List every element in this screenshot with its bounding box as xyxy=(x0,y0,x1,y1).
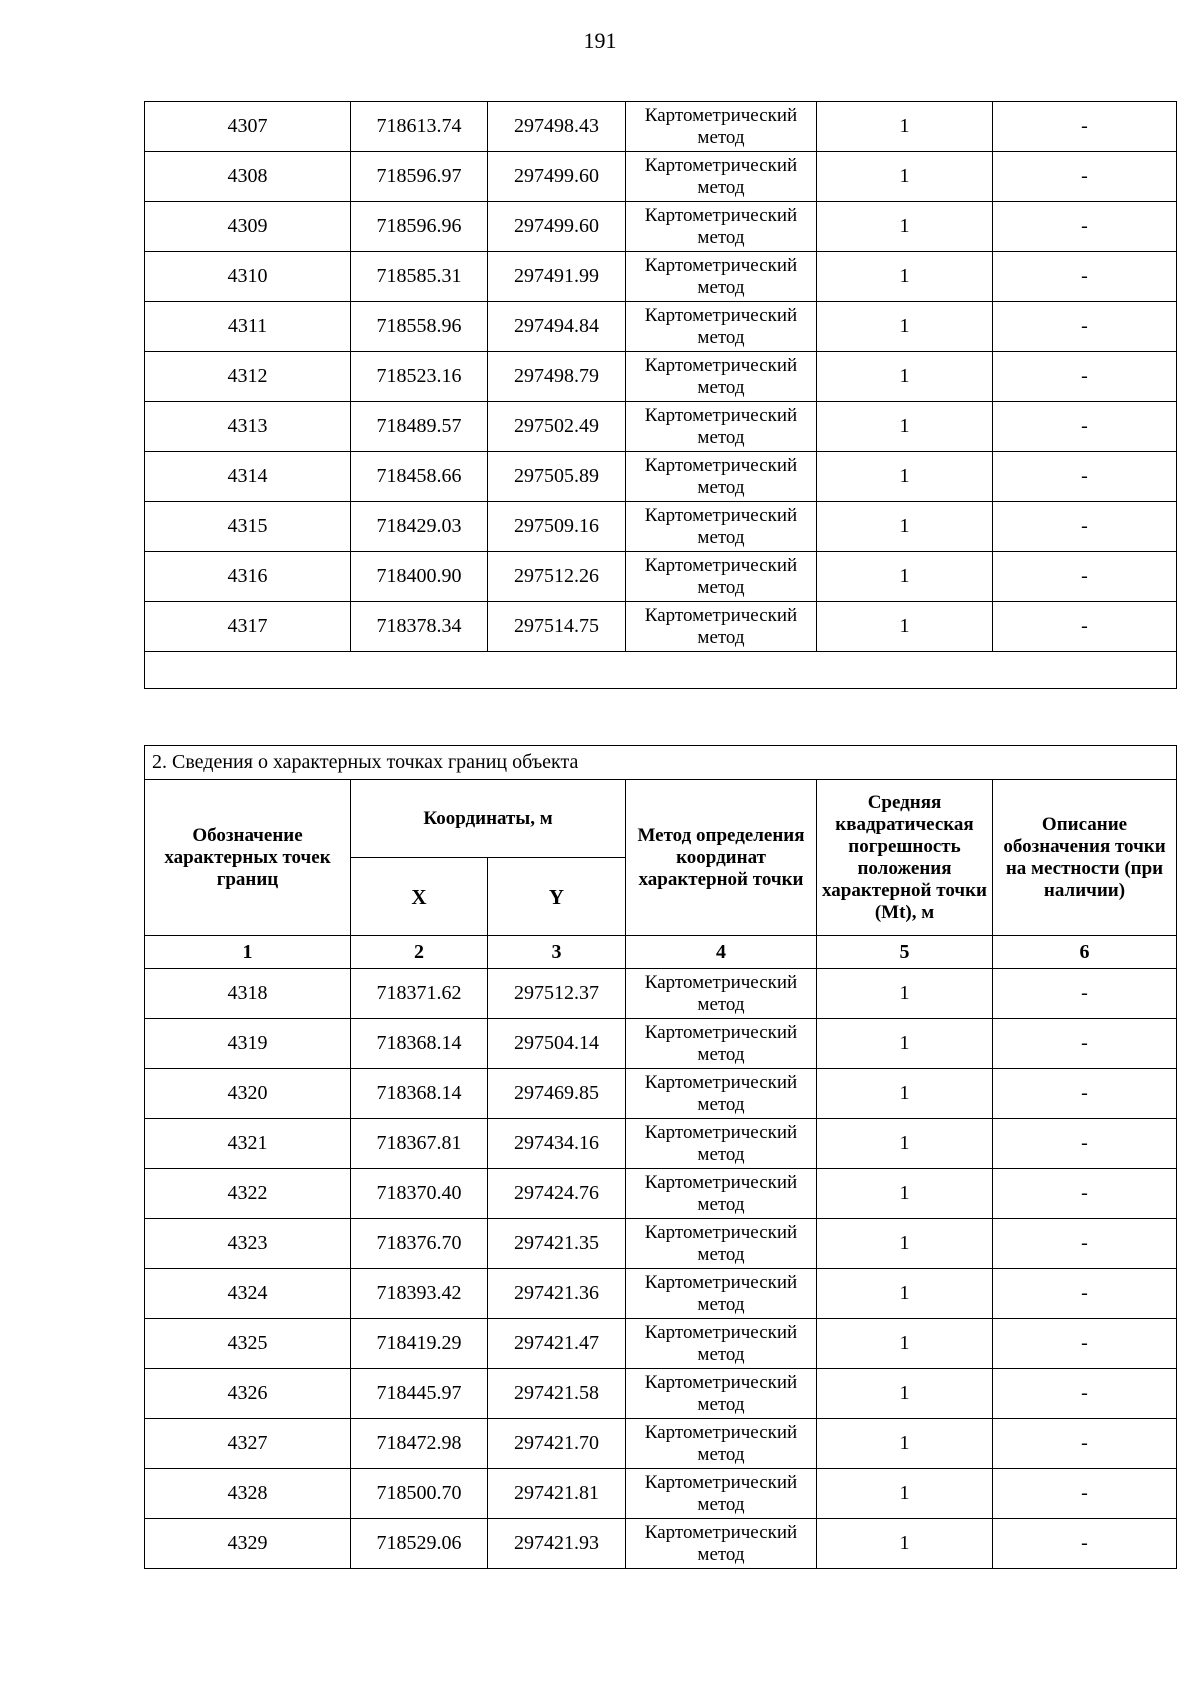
mean-error-cell: 1 xyxy=(817,1319,993,1369)
x-coordinate-cell: 718419.29 xyxy=(351,1319,488,1369)
table-row xyxy=(145,402,1177,452)
x-coordinate-cell: 718472.98 xyxy=(351,1419,488,1469)
mean-error-cell: 1 xyxy=(817,302,993,352)
y-coordinate-cell: 297502.49 xyxy=(488,402,626,452)
y-coordinate-cell: 297504.14 xyxy=(488,1019,626,1069)
method-cell: Картометрический метод xyxy=(626,202,817,252)
method-cell: Картометрический метод xyxy=(626,402,817,452)
header-method: Метод определения координат характерной точки xyxy=(626,780,817,936)
y-coordinate-cell: 297421.35 xyxy=(488,1219,626,1269)
point-id-cell: 4313 xyxy=(145,402,351,452)
header-description: Описание обозначения точки на местности (при наличии) xyxy=(993,780,1177,936)
method-cell: Картометрический метод xyxy=(626,352,817,402)
table-row xyxy=(145,1419,1177,1469)
description-cell: - xyxy=(993,202,1177,252)
table-row xyxy=(145,352,1177,402)
description-cell: - xyxy=(993,1219,1177,1269)
point-id-cell: 4310 xyxy=(145,252,351,302)
table-row xyxy=(145,152,1177,202)
table-row xyxy=(145,1469,1177,1519)
table-row xyxy=(145,252,1177,302)
table-row xyxy=(145,1019,1177,1069)
method-cell: Картометрический метод xyxy=(626,1369,817,1419)
y-coordinate-cell: 297421.58 xyxy=(488,1369,626,1419)
x-coordinate-cell: 718500.70 xyxy=(351,1469,488,1519)
x-coordinate-cell: 718400.90 xyxy=(351,552,488,602)
column-number: 6 xyxy=(993,936,1177,969)
point-id-cell: 4320 xyxy=(145,1069,351,1119)
mean-error-cell: 1 xyxy=(817,552,993,602)
point-id-cell: 4316 xyxy=(145,552,351,602)
table-row xyxy=(145,502,1177,552)
point-id-cell: 4307 xyxy=(145,102,351,152)
point-id-cell: 4329 xyxy=(145,1519,351,1569)
description-cell: - xyxy=(993,302,1177,352)
column-number: 1 xyxy=(145,936,351,969)
page-number: 191 xyxy=(583,28,617,53)
method-cell: Картометрический метод xyxy=(626,152,817,202)
description-cell: - xyxy=(993,402,1177,452)
method-cell: Картометрический метод xyxy=(626,252,817,302)
table-row xyxy=(145,1119,1177,1169)
mean-error-cell: 1 xyxy=(817,1219,993,1269)
y-coordinate-cell: 297499.60 xyxy=(488,152,626,202)
point-id-cell: 4311 xyxy=(145,302,351,352)
empty-cell xyxy=(145,652,1177,689)
y-coordinate-cell: 297509.16 xyxy=(488,502,626,552)
x-coordinate-cell: 718368.14 xyxy=(351,1069,488,1119)
y-coordinate-cell: 297512.37 xyxy=(488,969,626,1019)
y-coordinate-cell: 297491.99 xyxy=(488,252,626,302)
table-row xyxy=(145,1219,1177,1269)
x-coordinate-cell: 718429.03 xyxy=(351,502,488,552)
x-coordinate-cell: 718378.34 xyxy=(351,602,488,652)
header-coordinates: Координаты, м xyxy=(351,780,626,858)
mean-error-cell: 1 xyxy=(817,502,993,552)
mean-error-cell: 1 xyxy=(817,969,993,1019)
description-cell: - xyxy=(993,1169,1177,1219)
table-row xyxy=(145,1269,1177,1319)
x-coordinate-cell: 718376.70 xyxy=(351,1219,488,1269)
y-coordinate-cell: 297421.70 xyxy=(488,1419,626,1469)
mean-error-cell: 1 xyxy=(817,1069,993,1119)
mean-error-cell: 1 xyxy=(817,202,993,252)
x-coordinate-cell: 718596.97 xyxy=(351,152,488,202)
point-id-cell: 4325 xyxy=(145,1319,351,1369)
description-cell: - xyxy=(993,152,1177,202)
table-row xyxy=(145,552,1177,602)
mean-error-cell: 1 xyxy=(817,1419,993,1469)
x-coordinate-cell: 718613.74 xyxy=(351,102,488,152)
mean-error-cell: 1 xyxy=(817,1469,993,1519)
method-cell: Картометрический метод xyxy=(626,1019,817,1069)
table-row xyxy=(145,102,1177,152)
x-coordinate-cell: 718558.96 xyxy=(351,302,488,352)
description-cell: - xyxy=(993,252,1177,302)
table-body xyxy=(145,969,1177,1569)
x-coordinate-cell: 718445.97 xyxy=(351,1369,488,1419)
column-number: 3 xyxy=(488,936,626,969)
mean-error-cell: 1 xyxy=(817,1119,993,1169)
x-coordinate-cell: 718489.57 xyxy=(351,402,488,452)
empty-row xyxy=(145,652,1177,689)
table-row xyxy=(145,969,1177,1019)
y-coordinate-cell: 297421.93 xyxy=(488,1519,626,1569)
point-id-cell: 4328 xyxy=(145,1469,351,1519)
y-coordinate-cell: 297494.84 xyxy=(488,302,626,352)
y-coordinate-cell: 297499.60 xyxy=(488,202,626,252)
method-cell: Картометрический метод xyxy=(626,1469,817,1519)
table-row xyxy=(145,1319,1177,1369)
method-cell: Картометрический метод xyxy=(626,1419,817,1469)
method-cell: Картометрический метод xyxy=(626,552,817,602)
y-coordinate-cell: 297469.85 xyxy=(488,1069,626,1119)
method-cell: Картометрический метод xyxy=(626,969,817,1019)
header-y: Y xyxy=(488,858,626,936)
mean-error-cell: 1 xyxy=(817,152,993,202)
section-title-row xyxy=(145,746,1177,780)
description-cell: - xyxy=(993,502,1177,552)
point-id-cell: 4326 xyxy=(145,1369,351,1419)
y-coordinate-cell: 297434.16 xyxy=(488,1119,626,1169)
mean-error-cell: 1 xyxy=(817,602,993,652)
header-x: X xyxy=(351,858,488,936)
table-row xyxy=(145,202,1177,252)
mean-error-cell: 1 xyxy=(817,1019,993,1069)
mean-error-cell: 1 xyxy=(817,102,993,152)
y-coordinate-cell: 297498.79 xyxy=(488,352,626,402)
point-id-cell: 4327 xyxy=(145,1419,351,1469)
coordinates-table-continued xyxy=(144,101,1177,689)
method-cell: Картометрический метод xyxy=(626,1219,817,1269)
method-cell: Картометрический метод xyxy=(626,1119,817,1169)
header-mean-error: Средняя квадратическая погрешность положения характерной точки (Mt), м xyxy=(817,780,993,936)
description-cell: - xyxy=(993,552,1177,602)
column-number-row xyxy=(145,936,1177,969)
table-row xyxy=(145,1519,1177,1569)
description-cell: - xyxy=(993,969,1177,1019)
mean-error-cell: 1 xyxy=(817,452,993,502)
description-cell: - xyxy=(993,1269,1177,1319)
description-cell: - xyxy=(993,602,1177,652)
table-row xyxy=(145,1369,1177,1419)
x-coordinate-cell: 718367.81 xyxy=(351,1119,488,1169)
mean-error-cell: 1 xyxy=(817,1169,993,1219)
x-coordinate-cell: 718585.31 xyxy=(351,252,488,302)
point-id-cell: 4308 xyxy=(145,152,351,202)
y-coordinate-cell: 297514.75 xyxy=(488,602,626,652)
mean-error-cell: 1 xyxy=(817,1269,993,1319)
method-cell: Картометрический метод xyxy=(626,1319,817,1369)
method-cell: Картометрический метод xyxy=(626,1519,817,1569)
point-id-cell: 4309 xyxy=(145,202,351,252)
method-cell: Картометрический метод xyxy=(626,602,817,652)
y-coordinate-cell: 297505.89 xyxy=(488,452,626,502)
method-cell: Картометрический метод xyxy=(626,302,817,352)
description-cell: - xyxy=(993,1419,1177,1469)
description-cell: - xyxy=(993,1319,1177,1369)
table-row xyxy=(145,302,1177,352)
description-cell: - xyxy=(993,452,1177,502)
x-coordinate-cell: 718393.42 xyxy=(351,1269,488,1319)
description-cell: - xyxy=(993,1519,1177,1569)
y-coordinate-cell: 297421.81 xyxy=(488,1469,626,1519)
point-id-cell: 4315 xyxy=(145,502,351,552)
x-coordinate-cell: 718523.16 xyxy=(351,352,488,402)
table-row xyxy=(145,602,1177,652)
table-row xyxy=(145,1169,1177,1219)
x-coordinate-cell: 718529.06 xyxy=(351,1519,488,1569)
column-number: 2 xyxy=(351,936,488,969)
mean-error-cell: 1 xyxy=(817,1369,993,1419)
column-number: 5 xyxy=(817,936,993,969)
description-cell: - xyxy=(993,352,1177,402)
mean-error-cell: 1 xyxy=(817,402,993,452)
description-cell: - xyxy=(993,1119,1177,1169)
y-coordinate-cell: 297421.36 xyxy=(488,1269,626,1319)
header-point-designation: Обозначение характерных точек границ xyxy=(145,780,351,936)
method-cell: Картометрический метод xyxy=(626,1169,817,1219)
y-coordinate-cell: 297512.26 xyxy=(488,552,626,602)
method-cell: Картометрический метод xyxy=(626,1269,817,1319)
table-row xyxy=(145,1069,1177,1119)
x-coordinate-cell: 718371.62 xyxy=(351,969,488,1019)
point-id-cell: 4312 xyxy=(145,352,351,402)
point-id-cell: 4321 xyxy=(145,1119,351,1169)
description-cell: - xyxy=(993,1469,1177,1519)
description-cell: - xyxy=(993,1019,1177,1069)
y-coordinate-cell: 297424.76 xyxy=(488,1169,626,1219)
mean-error-cell: 1 xyxy=(817,1519,993,1569)
description-cell: - xyxy=(993,102,1177,152)
x-coordinate-cell: 718458.66 xyxy=(351,452,488,502)
point-id-cell: 4318 xyxy=(145,969,351,1019)
table-row xyxy=(145,452,1177,502)
point-id-cell: 4322 xyxy=(145,1169,351,1219)
point-id-cell: 4324 xyxy=(145,1269,351,1319)
method-cell: Картометрический метод xyxy=(626,102,817,152)
coordinates-table xyxy=(144,745,1177,1569)
point-id-cell: 4314 xyxy=(145,452,351,502)
y-coordinate-cell: 297498.43 xyxy=(488,102,626,152)
mean-error-cell: 1 xyxy=(817,252,993,302)
x-coordinate-cell: 718370.40 xyxy=(351,1169,488,1219)
method-cell: Картометрический метод xyxy=(626,452,817,502)
y-coordinate-cell: 297421.47 xyxy=(488,1319,626,1369)
table-body xyxy=(145,102,1177,652)
point-id-cell: 4317 xyxy=(145,602,351,652)
column-number: 4 xyxy=(626,936,817,969)
description-cell: - xyxy=(993,1069,1177,1119)
point-id-cell: 4323 xyxy=(145,1219,351,1269)
method-cell: Картометрический метод xyxy=(626,1069,817,1119)
x-coordinate-cell: 718368.14 xyxy=(351,1019,488,1069)
point-id-cell: 4319 xyxy=(145,1019,351,1069)
description-cell: - xyxy=(993,1369,1177,1419)
section-title: 2. Сведения о характерных точках границ объекта xyxy=(145,746,1177,780)
x-coordinate-cell: 718596.96 xyxy=(351,202,488,252)
header-row xyxy=(145,780,1177,858)
method-cell: Картометрический метод xyxy=(626,502,817,552)
mean-error-cell: 1 xyxy=(817,352,993,402)
